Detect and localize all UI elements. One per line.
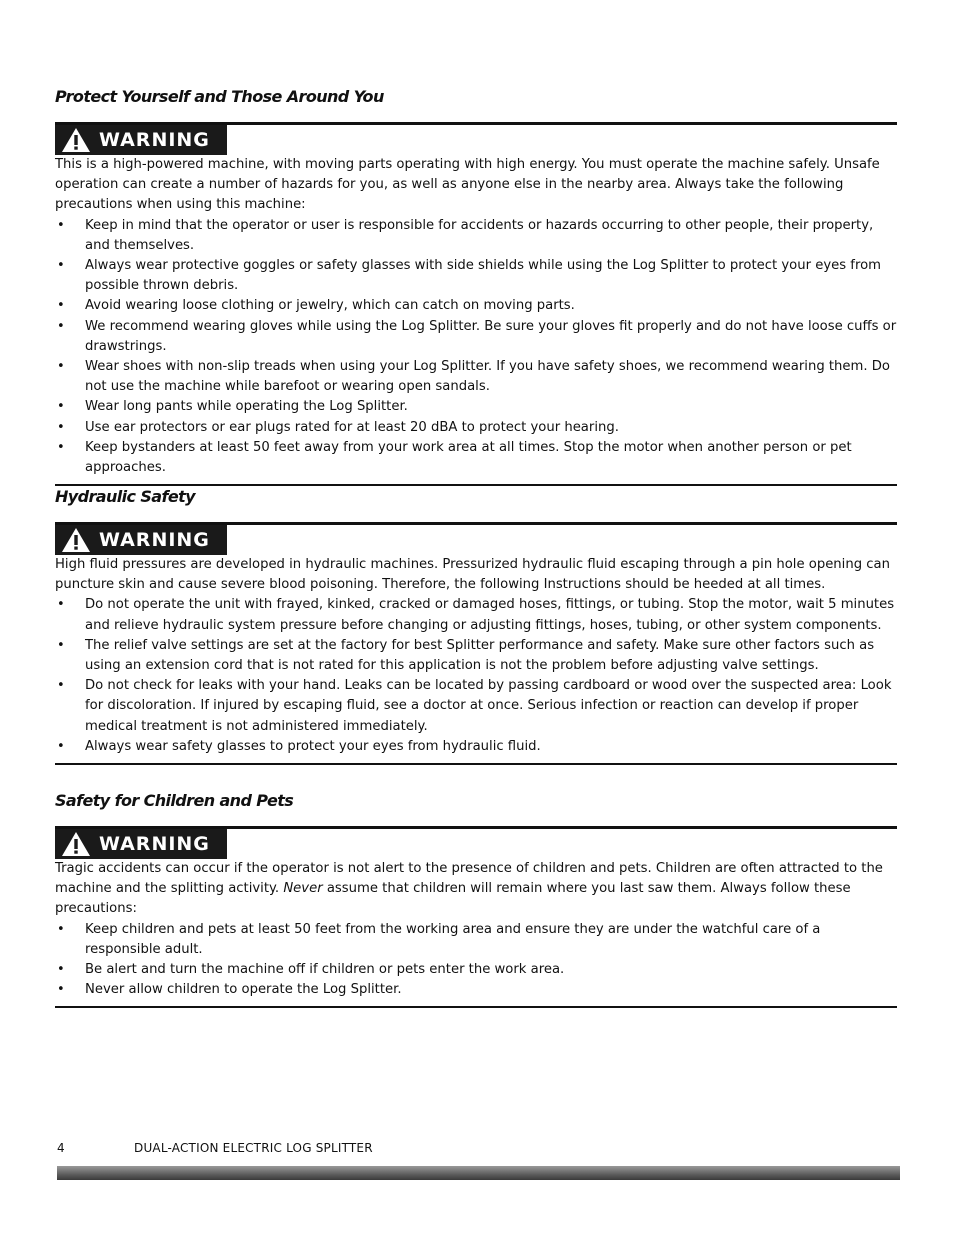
warning-triangle-icon <box>61 527 91 553</box>
warning-label-box <box>55 125 227 155</box>
list-item: • Always wear safety glasses to protect your eyes from hydraulic fluid. <box>55 737 897 757</box>
list-item: • Use ear protectors or ear plugs rated for at least 20 dBA to protect your hearing. <box>55 418 897 438</box>
warning-banner <box>55 522 897 557</box>
warning-banner <box>55 826 897 861</box>
bullet-list <box>55 920 897 1001</box>
list-item: • The relief valve settings are set at the factory for best Splitter performance and safety. Make sure other factors such as using an extension cord that is not rated for this application is not the problem before adjusting valve settings. <box>55 636 897 676</box>
list-item: • Keep bystanders at least 50 feet away from your work area at all times. Stop the motor when another person or pet approaches. <box>55 438 897 478</box>
intro-text: assume that children will remain where you last saw them. Always follow these precautions: <box>55 881 851 917</box>
list-item: • We recommend wearing gloves while using the Log Splitter. Be sure your gloves fit properly and do not have loose cuffs or drawstrings. <box>55 317 897 357</box>
footer-doc-title: DUAL-ACTION ELECTRIC LOG SPLITTER <box>134 1141 373 1155</box>
section-protect-yourself <box>55 86 897 486</box>
section-hydraulic-safety <box>55 486 897 765</box>
section-divider <box>55 1006 897 1008</box>
section-intro: This is a high-powered machine, with moving parts operating with high energy. You must operate the machine safely. Unsafe operation can create a number of hazards for you, as well as anyone else in the nearby area. Always take the following precautions when using this machine: <box>55 157 880 213</box>
warning-triangle-icon <box>61 127 91 153</box>
section-divider <box>55 763 897 765</box>
warning-triangle-icon <box>61 831 91 857</box>
section-title: Hydraulic Safety <box>55 487 195 506</box>
intro-emphasis: Never <box>283 881 323 897</box>
section-intro <box>55 859 897 920</box>
warning-banner <box>55 122 897 157</box>
section-title: Safety for Children and Pets <box>55 791 294 810</box>
warning-text: WARNING <box>99 129 210 151</box>
section-title: Protect Yourself and Those Around You <box>55 87 384 106</box>
warning-text: WARNING <box>99 529 210 551</box>
warning-label-box <box>55 829 227 859</box>
list-item: • Keep children and pets at least 50 feet from the working area and ensure they are under the watchful care of a responsible adult. <box>55 920 897 960</box>
list-item: • Never allow children to operate the Log Splitter. <box>55 980 897 1000</box>
list-item: • Keep in mind that the operator or user is responsible for accidents or hazards occurring to other people, their property, and themselves. <box>55 216 897 256</box>
list-item: • Do not operate the unit with frayed, kinked, cracked or damaged hoses, fittings, or tubing. Stop the motor, wait 5 minutes and relieve hydraulic system pressure before changing or adjusting fittings, hoses, tubing, or other system components. <box>55 595 897 635</box>
list-item: • Wear long pants while operating the Log Splitter. <box>55 397 897 417</box>
list-item: • Wear shoes with non-slip treads when using your Log Splitter. If you have safety shoes, we recommend wearing them. Do not use the machine while barefoot or wearing open sandals. <box>55 357 897 397</box>
intro-text: Tragic accidents can occur if the operator is not alert to the presence of children and pets. Children are often attracted to the machine and the splitting activity. <box>55 861 883 897</box>
page-number: 4 <box>57 1141 65 1155</box>
footer-bar <box>57 1166 900 1180</box>
warning-label-box <box>55 525 227 555</box>
list-item: • Avoid wearing loose clothing or jewelry, which can catch on moving parts. <box>55 296 897 316</box>
list-item: • Do not check for leaks with your hand. Leaks can be located by passing cardboard or wood over the suspected area: Look for discoloration. If injured by escaping fluid, see a doctor at once. Serious infection or reaction can develop if proper medical treatment is not administered immediately. <box>55 676 897 737</box>
section-intro: High fluid pressures are developed in hydraulic machines. Pressurized hydraulic fluid escaping through a pin hole opening can puncture skin and cause severe blood poisoning. Therefore, the following Instructions should be heeded at all times. <box>55 557 890 593</box>
warning-text: WARNING <box>99 833 210 855</box>
list-item: • Always wear protective goggles or safety glasses with side shields while using the Log Splitter to protect your eyes from possible thrown debris. <box>55 256 897 296</box>
section-children-pets <box>55 790 897 1008</box>
list-item: • Be alert and turn the machine off if children or pets enter the work area. <box>55 960 897 980</box>
bullet-list <box>55 595 897 757</box>
bullet-list <box>55 216 897 479</box>
